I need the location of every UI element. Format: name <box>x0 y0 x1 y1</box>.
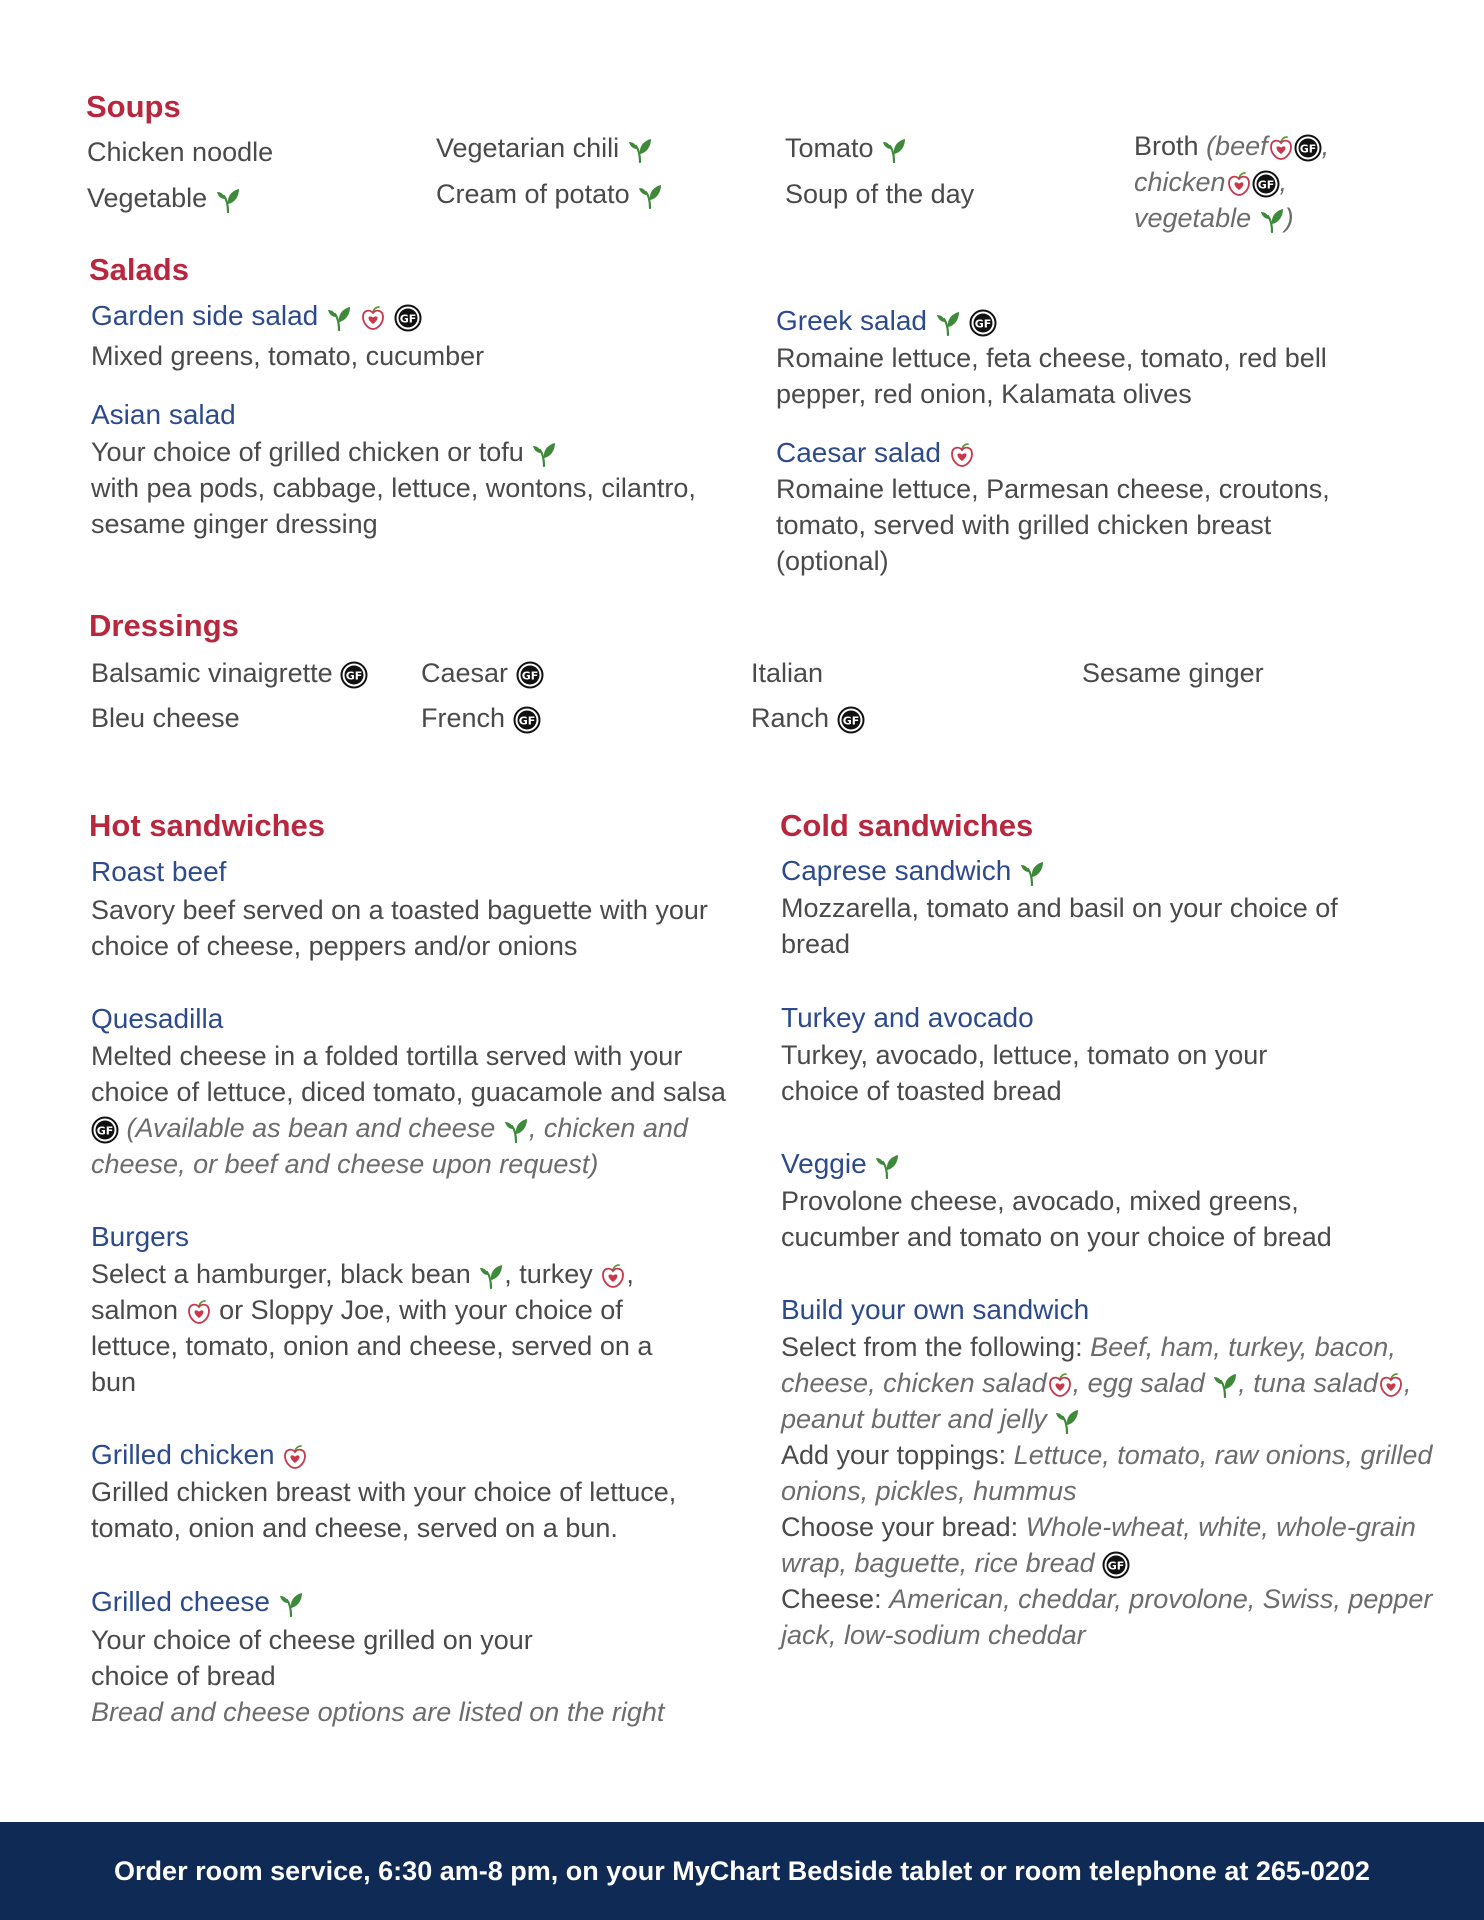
svg-text:GF: GF <box>974 317 991 331</box>
soup-item: Cream of potato <box>436 176 663 212</box>
hot-sandwiches-heading: Hot sandwiches <box>89 808 325 843</box>
dressing-item: Ranch GF <box>751 700 865 736</box>
gf-icon <box>1102 1551 1130 1579</box>
veggie-desc: Provolone cheese, avocado, mixed greens, cucumber and tomato on your choice of bread <box>781 1186 1332 1252</box>
leaf-icon <box>627 137 653 163</box>
build-your-own-desc: Select from the following: Beef, ham, turkey, bacon, cheese, chicken salad , egg salad , tuna salad , peanut butter and jelly Add your toppings: Lettuce, tomato, raw onions, grilled onions, pickles, hummus Choose your bread: Whole-wheat, white, whole-grain wrap, baguette, rice bread GF Cheese: American, cheddar, provolone, Swiss, pepper jack, low-sodium cheddar <box>781 1332 1433 1650</box>
quesadilla-desc: Melted cheese in a folded tortilla served with your choice of lettuce, diced tomato, guacamole and salsa GF (Available as bean and cheese , chicken and cheese, or beef and cheese upon request) <box>91 1041 726 1179</box>
greek-salad-name: Greek salad GF <box>776 304 997 338</box>
apple-heart-icon <box>186 1299 212 1325</box>
soup-item: Soup of the day <box>785 179 975 209</box>
leaf-icon <box>1054 1408 1080 1434</box>
grilled-cheese-desc: Your choice of cheese grilled on your choice of bread <box>91 1625 533 1691</box>
asian-salad-name: Asian salad <box>91 399 236 430</box>
svg-text:GF: GF <box>1299 142 1316 156</box>
grilled-cheese-name: Grilled cheese <box>91 1585 304 1619</box>
dressing-item: Balsamic vinaigrette GF <box>91 655 368 691</box>
gf-icon <box>837 706 865 734</box>
greek-salad-desc: Romaine lettuce, feta cheese, tomato, red bell pepper, red onion, Kalamata olives <box>776 343 1327 409</box>
apple-heart-icon <box>1378 1372 1404 1398</box>
apple-heart-icon <box>1268 135 1294 161</box>
salads-heading: Salads <box>89 252 189 287</box>
gf-icon <box>1252 170 1280 198</box>
apple-heart-icon <box>282 1444 308 1470</box>
leaf-icon <box>326 305 352 331</box>
garden-salad-name: Garden side salad GF <box>91 299 422 333</box>
gf-icon <box>969 309 997 337</box>
gf-icon <box>91 1116 119 1144</box>
asian-salad-desc: Your choice of grilled chicken or tofu with pea pods, cabbage, lettuce, wontons, cilantro, sesame ginger dressing <box>91 437 696 539</box>
caesar-salad-name: Caesar salad <box>776 436 975 470</box>
leaf-icon <box>874 1153 900 1179</box>
dressing-item: Bleu cheese <box>91 703 240 733</box>
footer-text: Order room service, 6:30 am-8 pm, on your MyChart Bedside tablet or room telephone at 265-0202 <box>114 1855 1370 1886</box>
grilled-chicken-desc: Grilled chicken breast with your choice of lettuce, tomato, onion and cheese, served on a bun. <box>91 1477 677 1543</box>
svg-text:GF: GF <box>96 1124 114 1138</box>
burgers-name: Burgers <box>91 1221 190 1252</box>
svg-text:GF: GF <box>1107 1559 1125 1573</box>
gf-icon <box>516 661 544 689</box>
apple-heart-icon <box>1226 171 1252 197</box>
apple-heart-icon <box>1047 1372 1073 1398</box>
veggie-name: Veggie <box>781 1147 900 1181</box>
dressing-item: Caesar GF <box>421 655 544 691</box>
apple-heart-icon <box>360 305 386 331</box>
svg-text:GF: GF <box>518 714 535 728</box>
apple-heart-icon <box>600 1263 626 1289</box>
leaf-icon <box>478 1263 504 1289</box>
roast-beef-desc: Savory beef served on a toasted baguette with your choice of cheese, peppers and/or onions <box>91 895 708 961</box>
svg-text:GF: GF <box>842 714 859 728</box>
turkey-avocado-name: Turkey and avocado <box>781 1002 1034 1033</box>
build-your-own-name: Build your own sandwich <box>781 1294 1090 1325</box>
caprese-name: Caprese sandwich <box>781 854 1045 888</box>
dressing-item: Sesame ginger <box>1082 658 1264 688</box>
soup-item: Chicken noodle <box>87 137 274 167</box>
caprese-desc: Mozzarella, tomato and basil on your choice of bread <box>781 893 1338 959</box>
leaf-icon <box>503 1117 529 1143</box>
svg-text:GF: GF <box>1257 178 1274 192</box>
svg-text:GF: GF <box>521 669 538 683</box>
leaf-icon <box>1019 860 1045 886</box>
leaf-icon <box>1259 207 1285 233</box>
leaf-icon <box>637 183 663 209</box>
gf-icon <box>1294 134 1322 162</box>
grilled-cheese-note: Bread and cheese options are listed on the right <box>91 1697 665 1727</box>
roast-beef-name: Roast beef <box>91 856 227 887</box>
cold-sandwiches-heading: Cold sandwiches <box>780 808 1034 843</box>
soup-item: Vegetable <box>87 180 241 216</box>
dressings-heading: Dressings <box>89 608 239 643</box>
leaf-icon <box>881 137 907 163</box>
soup-broth: Broth (beef GF , chicken GF , vegetable ) <box>1134 131 1330 233</box>
turkey-avocado-desc: Turkey, avocado, lettuce, tomato on your choice of toasted bread <box>781 1040 1268 1106</box>
dressing-item: Italian <box>751 658 824 688</box>
garden-salad-desc: Mixed greens, tomato, cucumber <box>91 341 485 371</box>
leaf-icon <box>215 187 241 213</box>
soups-heading: Soups <box>86 89 181 124</box>
leaf-icon <box>935 310 961 336</box>
gf-icon <box>394 304 422 332</box>
caesar-salad-desc: Romaine lettuce, Parmesan cheese, croutons, tomato, served with grilled chicken breast (optional) <box>776 474 1330 576</box>
gf-icon <box>513 706 541 734</box>
apple-heart-icon <box>949 442 975 468</box>
gf-icon <box>340 661 368 689</box>
leaf-icon <box>531 441 557 467</box>
burgers-desc: Select a hamburger, black bean , turkey , salmon or Sloppy Joe, with your choice of lettuce, tomato, onion and cheese, served on a bun <box>91 1259 653 1397</box>
soup-item: Vegetarian chili <box>436 130 653 166</box>
footer-banner <box>0 1822 1484 1920</box>
svg-text:GF: GF <box>399 312 416 326</box>
soup-item: Tomato <box>785 130 907 166</box>
grilled-chicken-name: Grilled chicken <box>91 1438 308 1472</box>
dressing-item: French GF <box>421 700 541 736</box>
leaf-icon <box>278 1591 304 1617</box>
leaf-icon <box>1212 1372 1238 1398</box>
quesadilla-name: Quesadilla <box>91 1003 224 1034</box>
svg-text:GF: GF <box>345 669 363 683</box>
